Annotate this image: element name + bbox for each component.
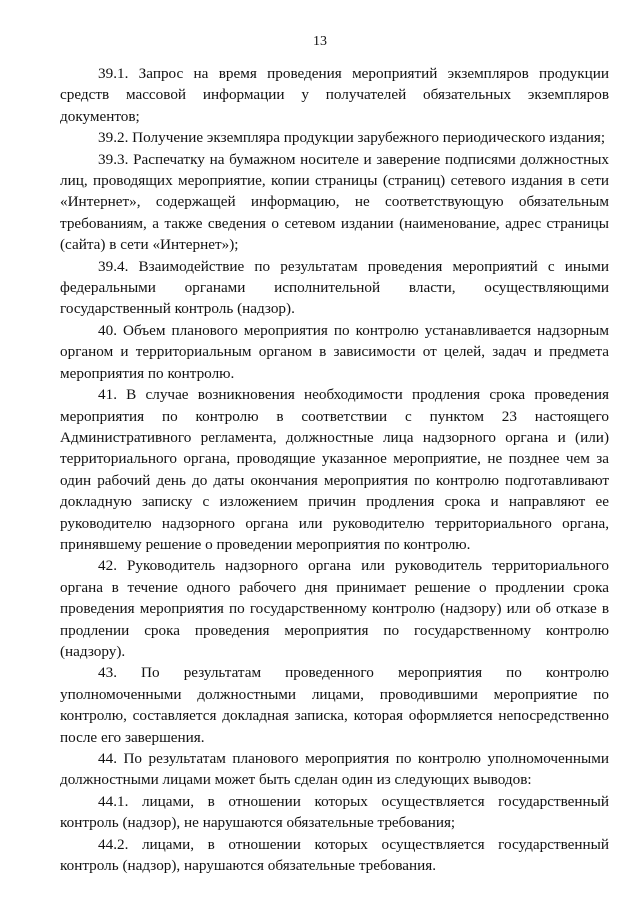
paragraph-41: 41. В случае возникновения необходимости продления срока проведения мероприятия по контролю в соответствии с пунктом 23 настоящего Административного регламента, должностные лица надзорного органа и (или) территориального органа, проводящие указанное мероприятие, не позднее чем за один рабочий день до даты окончания мероприятия по контролю подготавливают докладную записку с изложением причин продления срока и направляют ее руководителю надзорного органа или руководителю территориального органа, принявшему решение о проведении мероприятия по контролю. xyxy=(60,386,609,553)
paragraph-44-2: 44.2. лицами, в отношении которых осуществляется государственный контроль (надзор), нарушаются обязательные требования. xyxy=(60,835,609,875)
paragraph-39-3: 39.3. Распечатку на бумажном носителе и заверение подписями должностных лиц, проводящих мероприятие, копии страницы (страниц) сетевого издания в сети «Интернет», содержащей информацию, не соответствующую обязательным требованиям, а также сведения о сетевом издании (наименование, адрес страницы (сайта) в сети «Интернет»); xyxy=(60,150,609,254)
document-body xyxy=(60,63,609,876)
paragraph-42: 42. Руководитель надзорного органа или руководитель территориального органа в течение одного рабочего дня принимает решение о продлении срока проведения мероприятия по государственному контролю (надзору) или об отказе в продлении срока проведения мероприятия по государственному контролю (надзору). xyxy=(60,557,609,660)
paragraph-40: 40. Объем планового мероприятия по контролю устанавливается надзорным органом и территориальным органом в зависимости от целей, задач и предмета мероприятия по контролю. xyxy=(60,321,609,382)
paragraph-39-4: 39.4. Взаимодействие по результатам проведения мероприятий с иными федеральными органами исполнительной власти, осуществляющими государственный контроль (надзор). xyxy=(60,257,609,318)
paragraph-44: 44. По результатам планового мероприятия по контролю уполномоченными должностными лицами может быть сделан один из следующих выводов: xyxy=(60,750,609,789)
paragraph-44-1: 44.1. лицами, в отношении которых осуществляется государственный контроль (надзор), не нарушаются обязательные требования; xyxy=(60,792,609,832)
page-number: 13 xyxy=(313,34,327,49)
paragraph-43: 43. По результатам проведенного мероприятия по контролю уполномоченными должностными лицами, проводившими мероприятие по контролю, составляется докладная записка, которая оформляется непосредственно после его завершения. xyxy=(60,664,609,746)
paragraph-39-1: 39.1. Запрос на время проведения мероприятий экземпляров продукции средств массовой информации у получателей обязательных экземпляров документов; xyxy=(60,65,609,125)
paragraph-39-2: 39.2. Получение экземпляра продукции зарубежного периодического издания; xyxy=(98,129,606,147)
